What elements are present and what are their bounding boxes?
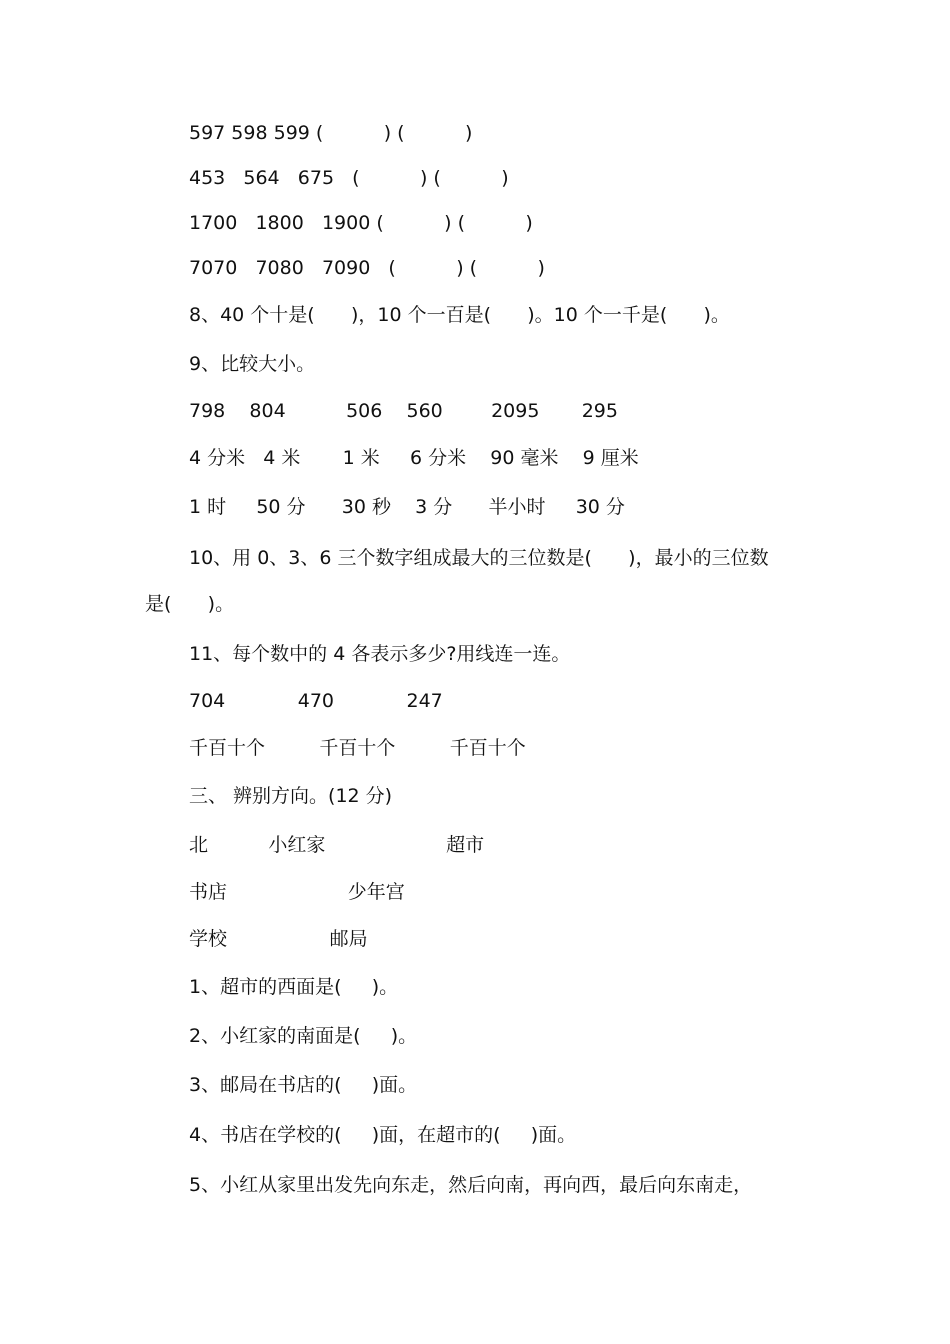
section-3-heading: 三、 辨别方向。(12 分) [189,785,393,807]
map-row-2: 书店 少年宫 [189,881,405,903]
question-8: 8、40 个十是( )，10 个一百是( )。10 个一千是( )。 [189,304,730,326]
direction-question-4: 4、书店在学校的( )面，在超市的( )面。 [189,1124,577,1146]
map-row-3: 学校 邮局 [189,928,368,950]
question-10: 10、用 0、3、6 三个数字组成最大的三位数是( )，最小的三位数 [189,547,769,569]
place-values-row: 千百十个 千百十个 千百十个 [189,737,526,759]
compare-row-1: 798 804 506 560 2095 295 [189,400,618,422]
direction-question-2: 2、小红家的南面是( )。 [189,1025,418,1047]
numbers-row: 704 470 247 [189,690,443,712]
sequence-line-3: 1700 1800 1900 ( ) ( ) [189,212,533,234]
sequence-line-2: 453 564 675 ( ) ( ) [189,167,509,189]
question-10-continued: 是( )。 [145,593,235,615]
compare-row-3: 1 时 50 分 30 秒 3 分 半小时 30 分 [189,496,625,518]
map-row-1: 北 小红家 超市 [189,834,485,856]
compare-row-2: 4 分米 4 米 1 米 6 分米 90 毫米 9 厘米 [189,447,639,469]
direction-question-5: 5、小红从家里出发先向东走，然后向南，再向西，最后向东南走， [189,1174,753,1196]
direction-question-3: 3、邮局在书店的( )面。 [189,1074,418,1096]
question-9: 9、比较大小。 [189,353,316,375]
direction-question-1: 1、超市的西面是( )。 [189,976,399,998]
sequence-line-1: 597 598 599 ( ) ( ) [189,122,473,144]
sequence-line-4: 7070 7080 7090 ( ) ( ) [189,257,545,279]
question-11: 11、每个数中的 4 各表示多少?用线连一连。 [189,643,571,665]
